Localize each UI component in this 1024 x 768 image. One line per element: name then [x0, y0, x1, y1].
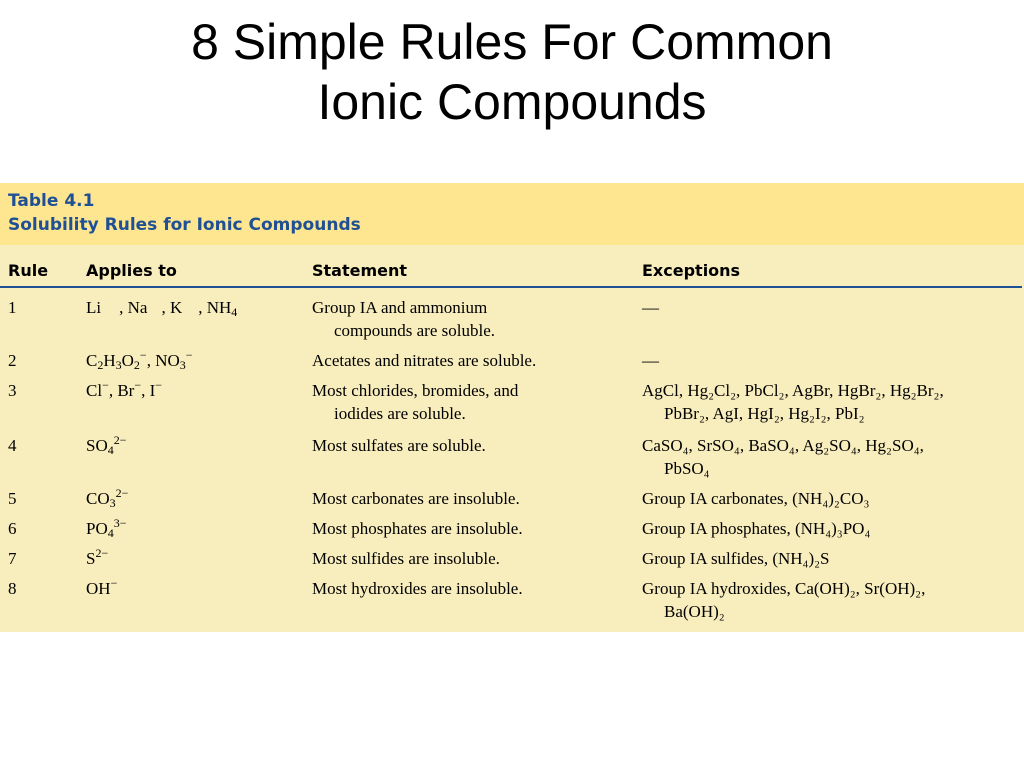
sulfide-s: S: [86, 549, 96, 568]
phosphate-charge: 3−: [113, 516, 127, 530]
applies-to-cell: [86, 380, 162, 402]
rule-number: 2: [8, 351, 17, 370]
hydroxide-charge: −: [110, 576, 118, 590]
exceptions-line-1: CaSO₄, SrSO₄, BaSO₄, Ag₂SO₄, Hg₂SO₄,: [642, 436, 924, 455]
exceptions-line-2: PbBr₂, AgI, HgI₂, Hg₂I₂, PbI₂: [664, 404, 865, 423]
ion-nh-subscript: 4: [231, 305, 238, 319]
phosphate-po: PO: [86, 519, 108, 538]
exceptions-line-1: Group IA hydroxides, Ca(OH)₂, Sr(OH)₂,: [642, 579, 926, 598]
ion-i: , I: [141, 381, 156, 400]
rule-number: 3: [8, 381, 17, 400]
acetate-charge: −: [139, 348, 147, 362]
nitrate-no: , NO: [146, 351, 180, 370]
exceptions-line-2: PbSO₄: [664, 459, 710, 478]
applies-to-cell: [86, 435, 127, 457]
rule-number: 4: [8, 436, 17, 455]
exceptions-line-1: —: [642, 298, 659, 317]
sulfate-so: SO: [86, 436, 108, 455]
slide-title-line-1: 8 Simple Rules For Common: [191, 14, 833, 70]
applies-to-cell: [86, 578, 117, 600]
applies-to-cell: [86, 297, 237, 319]
ion-k: , K: [161, 298, 183, 317]
sulfate-subscript: 4: [107, 443, 114, 457]
table-caption-band: [0, 183, 1024, 245]
acetate-o-subscript: 2: [133, 358, 140, 372]
ion-li: Li: [86, 298, 102, 317]
header-applies-to: Applies to: [86, 261, 177, 280]
exceptions-line-1: —: [642, 351, 659, 370]
acetate-o: O: [121, 351, 134, 370]
statement-line-2: iodides are soluble.: [334, 404, 466, 423]
statement-line-1: Group IA and ammonium: [312, 298, 488, 317]
rule-number: 8: [8, 579, 17, 598]
acetate-c-subscript: 2: [97, 358, 104, 372]
carbonate-charge: 2−: [115, 486, 129, 500]
nitrate-charge: −: [185, 348, 193, 362]
exceptions-line-1: AgCl, Hg₂Cl₂, PbCl₂, AgBr, HgBr₂, Hg₂Br₂,: [642, 381, 944, 400]
applies-to-cell: [86, 518, 127, 540]
acetate-h: H: [103, 351, 116, 370]
carbonate-subscript: 3: [109, 496, 116, 510]
statement-line-1: Most phosphates are insoluble.: [312, 519, 523, 538]
rule-number: 7: [8, 549, 17, 568]
exceptions-line-1: Group IA sulfides, (NH₄)₂S: [642, 549, 830, 568]
slide-title-line-2: Ionic Compounds: [317, 74, 707, 130]
header-statement: Statement: [312, 261, 408, 280]
acetate-h-subscript: 3: [115, 358, 122, 372]
hydroxide-oh: OH: [86, 579, 111, 598]
acetate-c: C: [86, 351, 98, 370]
carbonate-co: CO: [86, 489, 110, 508]
exceptions-line-1: Group IA phosphates, (NH₄)₃PO₄: [642, 519, 871, 538]
slide-title: [0, 12, 1024, 132]
applies-to-cell: [86, 548, 108, 570]
statement-line-2: compounds are soluble.: [334, 321, 495, 340]
statement-line-1: Most carbonates are insoluble.: [312, 489, 520, 508]
ion-cl-charge: −: [102, 378, 109, 392]
ion-cl: Cl: [86, 381, 103, 400]
ion-na: , Na: [119, 298, 148, 317]
sulfate-charge: 2−: [113, 433, 127, 447]
header-divider: [0, 286, 1022, 288]
exceptions-line-2: Ba(OH)₂: [664, 602, 725, 621]
header-exceptions: Exceptions: [642, 261, 741, 280]
ion-br-charge: −: [134, 378, 142, 392]
statement-line-1: Most hydroxides are insoluble.: [312, 579, 523, 598]
applies-to-cell: [86, 350, 193, 372]
nitrate-subscript: 3: [179, 358, 186, 372]
exceptions-line-1: Group IA carbonates, (NH₄)₂CO₃: [642, 489, 870, 508]
solubility-table: [0, 183, 1024, 632]
header-rule: Rule: [8, 261, 49, 280]
phosphate-subscript: 4: [107, 526, 114, 540]
statement-line-1: Acetates and nitrates are soluble.: [312, 351, 537, 370]
rule-number: 6: [8, 519, 17, 538]
statement-line-1: Most sulfides are insoluble.: [312, 549, 500, 568]
ion-br: , Br: [108, 381, 135, 400]
statement-line-1: Most sulfates are soluble.: [312, 436, 486, 455]
ion-i-charge: −: [155, 378, 163, 392]
table-number: Table 4.1: [8, 191, 95, 211]
statement-line-1: Most chlorides, bromides, and: [312, 381, 519, 400]
rule-number: 1: [8, 298, 17, 317]
ion-nh: , NH: [198, 298, 232, 317]
applies-to-cell: [86, 488, 128, 510]
sulfide-charge: 2−: [95, 546, 109, 560]
table-title: Solubility Rules for Ionic Compounds: [8, 215, 361, 235]
rule-number: 5: [8, 489, 17, 508]
